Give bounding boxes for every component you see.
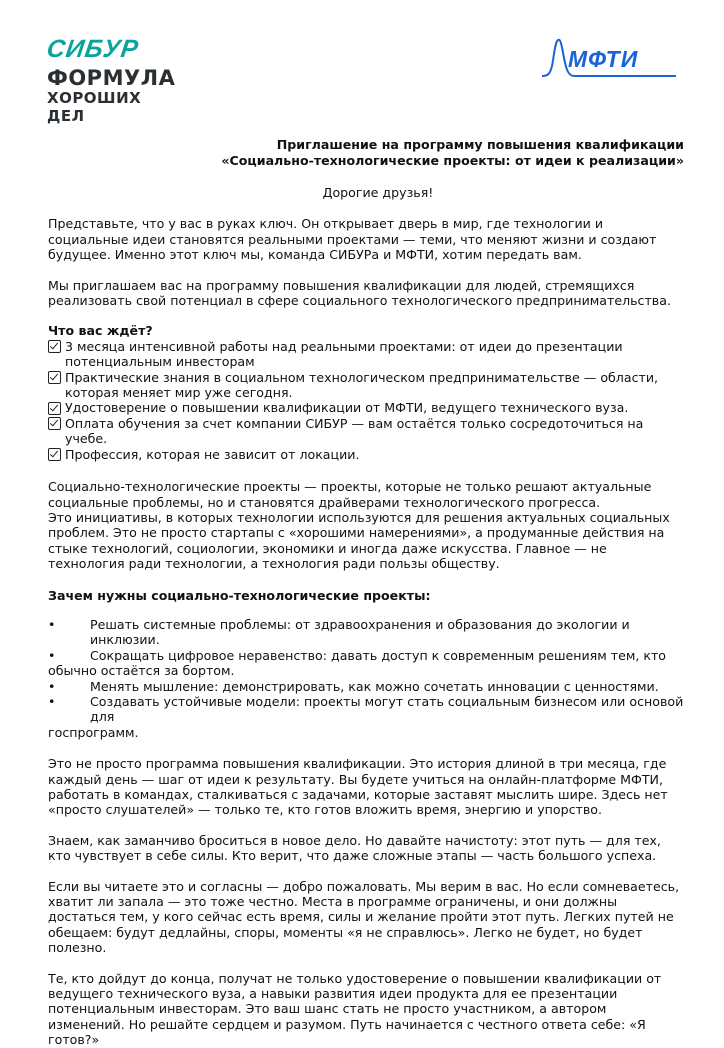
- list-item-text: Практические знания в социальном технологическом предпринимательстве — области, которая меняет мир уже сегодня.: [65, 369, 659, 401]
- formula-text: ФОРМУЛА: [47, 66, 176, 90]
- what-awaits-heading: Что вас ждёт?: [48, 323, 153, 339]
- checkbox-checked-icon: [48, 417, 61, 430]
- checkbox-checked-icon: [48, 402, 61, 415]
- list-item-continuation: госпрограмм.: [48, 724, 139, 740]
- closing-paragraph-3: Если вы читаете это и согласны — добро пожаловать. Мы верим в вас. Но если сомневаетесь, хватит ли запала — это тоже честно. Места в программе ограничены, и они должны достаться тем, у кого сейчас есть время, силы и желание пройти этот путь. Легких путей не обещаем: будут дедлайны, споры, моменты «я не справлюсь». Легко не будет, но будет полезно.: [48, 878, 680, 956]
- title-line-2: «Социально-технологические проекты: от идеи к реализации»: [221, 153, 684, 168]
- sibur-logo: [45, 35, 176, 125]
- why-list: [48, 617, 684, 740]
- list-item-text: Профессия, которая не зависит от локации.: [65, 446, 360, 462]
- closing-paragraph-1: Это не просто программа повышения квалификации. Это история длиной в три месяца, где каждый день — шаг от идеи к результату. Вы будете учиться на онлайн-платформе МФТИ, работать в командах, сталкиваться с задачами, которые заставят мыслить шире. Здесь нет «просто слушателей» — только те, кто готов вложить время, энергию и упорство.: [48, 756, 668, 818]
- closing-paragraph-4: Те, кто дойдут до конца, получат не только удостоверение о повышении квалификации от ведущего технического вуза, а навыки развития идеи продукта для ее презентации потенциальным инвесторам. Это ваш шанс стать не просто участником, а автором изменений. Но решайте сердцем и разумом. Путь начинается с честного ответа себе: «Я готов?»: [48, 970, 662, 1048]
- bullet-icon: •: [48, 616, 56, 632]
- title-line-1: Приглашение на программу повышения квалификации: [276, 137, 684, 152]
- checkbox-checked-icon: [48, 340, 61, 353]
- horoshih-del-text: ХОРОШИХ ДЕЛ: [47, 89, 142, 125]
- list-item: [48, 370, 684, 401]
- list-item: [48, 648, 684, 663]
- list-item: [48, 447, 684, 462]
- list-item: [48, 617, 684, 648]
- closing-paragraph-2: Знаем, как заманчиво броситься в новое дело. Но давайте начистоту: этот путь — для тех, кто чувствует в себе силы. Кто верит, что даже сложные этапы — часть большого успеха.: [48, 832, 661, 864]
- checkbox-checked-icon: [48, 448, 61, 461]
- intro-paragraph-2: Мы приглашаем вас на программу повышения квалификации для людей, стремящихся реализовать свой потенциал в сфере социального технологического предпринимательства.: [48, 277, 671, 309]
- list-item-text: Создавать устойчивые модели: проекты могут стать социальным бизнесом или основой для: [90, 693, 684, 725]
- list-item: [48, 400, 684, 415]
- list-item: [48, 416, 684, 447]
- mipt-brand-text: МФТИ: [568, 46, 639, 72]
- checkbox-checked-icon: [48, 371, 61, 384]
- list-item-continuation: обычно остаётся за бортом.: [48, 663, 235, 679]
- bullet-icon: •: [48, 647, 56, 663]
- list-item-text: 3 месяца интенсивной работы над реальными проектами: от идеи до презентации потенциальным инвесторам: [65, 338, 623, 370]
- list-item-text: Решать системные проблемы: от здравоохранения и образования до экологии и инклюзии.: [90, 616, 630, 648]
- definition-paragraph-1: Социально-технологические проекты — проекты, которые не только решают актуальные социальные проблемы, но и становятся драйверами технологического прогресса.: [48, 479, 652, 510]
- list-item-text: Сокращать цифровое неравенство: давать доступ к современным решениям тем, кто: [90, 647, 666, 663]
- list-item: [48, 694, 684, 725]
- bullet-icon: •: [48, 693, 56, 709]
- letter-body: [48, 137, 684, 1048]
- list-item-text: Удостоверение о повышении квалификации от МФТИ, ведущего технического вуза.: [65, 400, 629, 416]
- why-heading: Зачем нужны социально-технологические проекты:: [48, 587, 431, 603]
- list-item-text: Менять мышление: демонстрировать, как можно сочетать инновации с ценностями.: [90, 678, 659, 694]
- list-item: [48, 679, 684, 694]
- list-item-text: Оплата обучения за счет компании СИБУР — вам остаётся только сосредоточиться на учебе.: [65, 415, 644, 447]
- letter-title: [48, 137, 684, 169]
- mipt-logo: [540, 36, 680, 82]
- list-item: [48, 339, 684, 370]
- what-awaits-list: [48, 339, 684, 462]
- definition-paragraph-2: Это инициативы, в которых технологии используются для решения актуальных социальных проблем. Это не просто стартапы с «хорошими намерениями», а продуманные действия на стыке технологий, социологии, экономики и иногда даже искусства. Главное — не технология ради технологии, а технология ради пользы обществу.: [48, 509, 670, 572]
- greeting: Дорогие друзья!: [322, 185, 434, 200]
- bullet-icon: •: [48, 678, 56, 694]
- sibur-brand-text: СИБУР: [45, 35, 141, 63]
- intro-paragraph-1: Представьте, что у вас в руках ключ. Он открывает дверь в мир, где технологии и социальные идеи становятся реальными проектами — теми, что меняют жизни и создают будущее. Именно этот ключ мы, команда СИБУРа и МФТИ, хотим передать вам.: [48, 216, 657, 263]
